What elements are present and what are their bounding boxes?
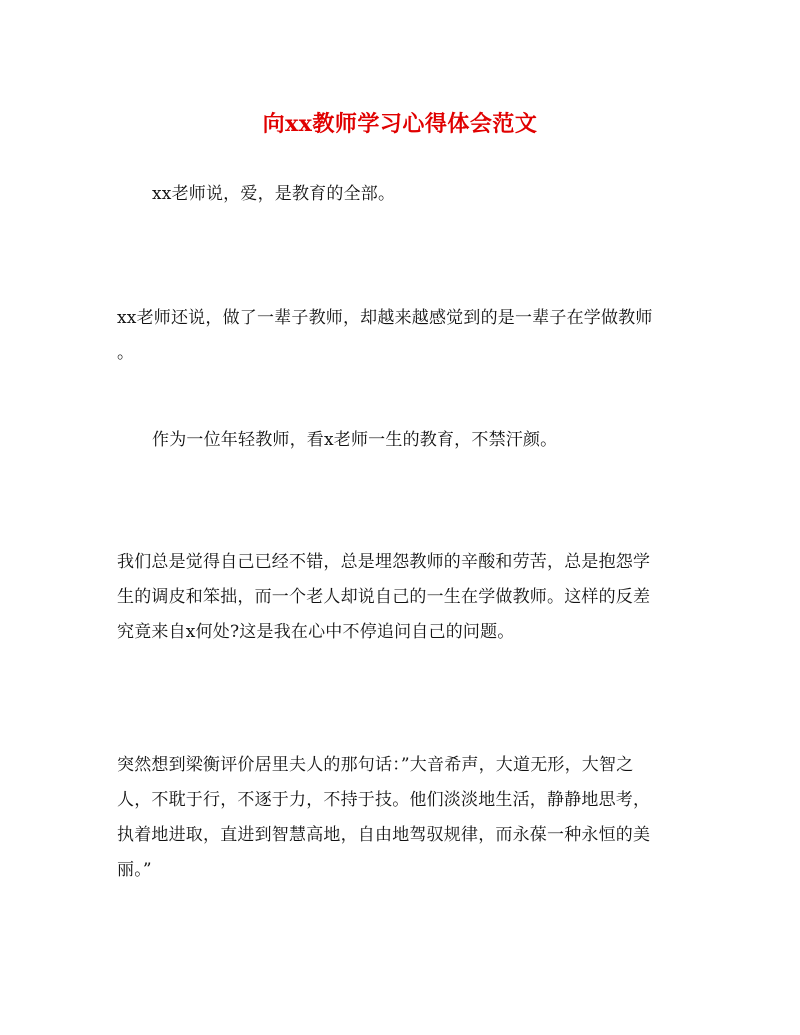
paragraph-1: xx老师说，爱，是教育的全部。 — [152, 184, 396, 204]
paragraph-3: 作为一位年轻教师，看x老师一生的教育，不禁汗颜。 — [152, 430, 558, 450]
paragraph-2: xx老师还说，做了一辈子教师，却越来越感觉到的是一辈子在学做教师 。 — [117, 308, 653, 363]
paragraph-4: 我们总是觉得自己已经不错，总是埋怨教师的辛酸和劳苦，总是抱怨学 生的调皮和笨拙，而一个老人却说自己的一生在学做教师。这样的反差 究竟来自x何处?这是我在心中不停追问自己的问题。 — [117, 552, 651, 642]
paragraph-5: 突然想到梁衡评价居里夫人的那句话：”大音希声，大道无形，大智之 人，不耽于行，不逐于力，不持于技。他们淡淡地生活，静静地思考， 执着地进取，直进到智慧高地，自由地驾驭规律，而永葆一种永恒的美 丽。” — [117, 755, 651, 880]
document-title: 向xx教师学习心得体会范文 — [262, 111, 538, 137]
